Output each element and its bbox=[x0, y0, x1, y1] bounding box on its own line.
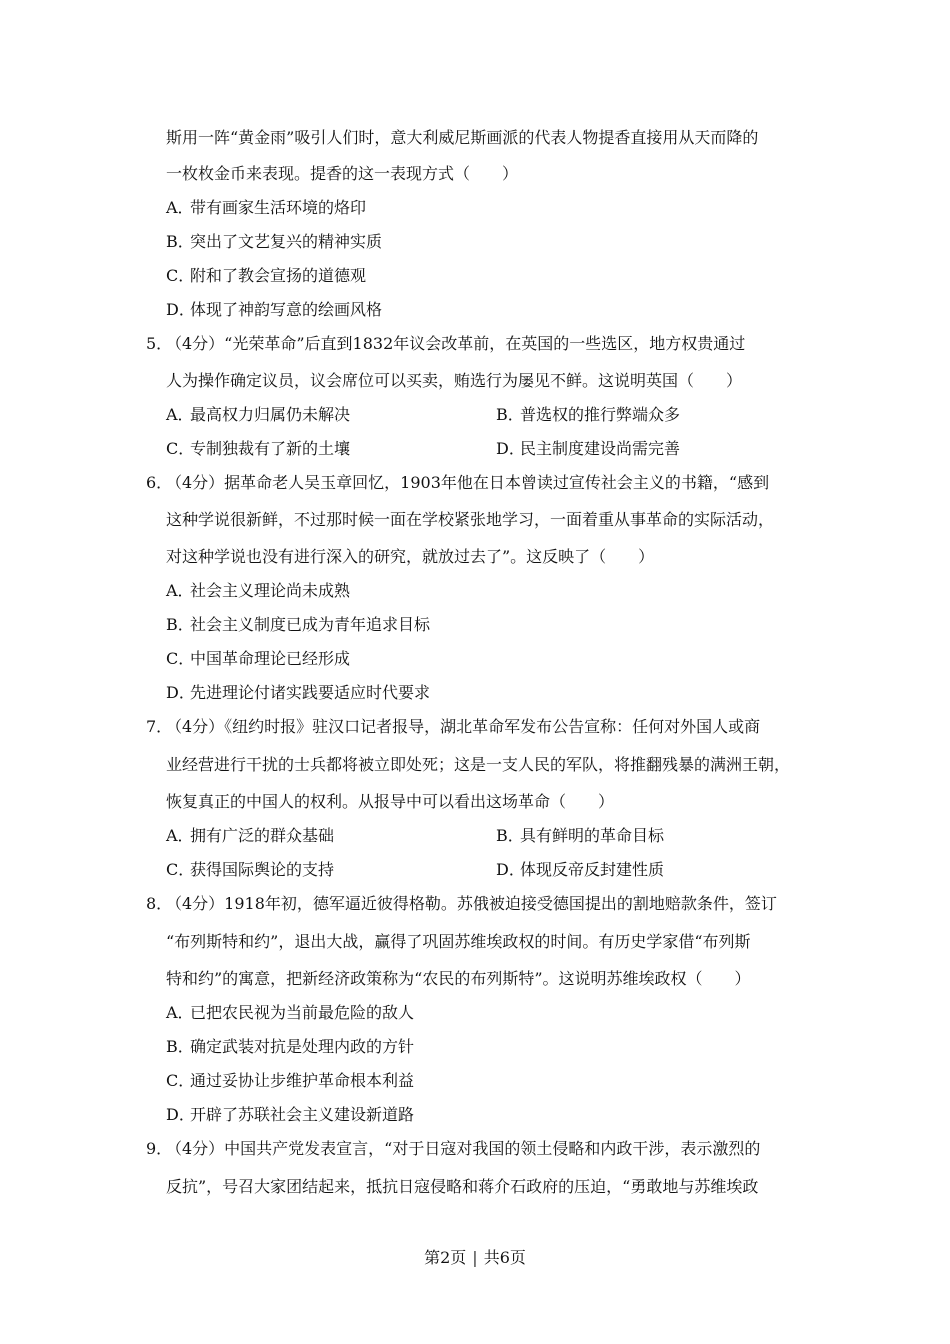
option-4c: C．附和了教会宣扬的道德观 bbox=[166, 266, 367, 285]
question-9-number: 9． bbox=[146, 1139, 173, 1158]
option-7a: A．拥有广泛的群众基础 bbox=[166, 826, 335, 845]
question-7-line-3: 恢复真正的中国人的权利。从报导中可以看出这场革命（ ） bbox=[166, 792, 615, 811]
option-4d: D．体现了神韵写意的绘画风格 bbox=[166, 300, 383, 319]
question-5-number: 5． bbox=[146, 334, 173, 353]
question-6-line-3: 对这种学说也没有进行深入的研究，就放过去了”。这反映了（ ） bbox=[166, 547, 655, 566]
option-5d: D．民主制度建设尚需完善 bbox=[496, 439, 681, 458]
question-9-line-1: （4分）中国共产党发表宣言，“对于日寇对我国的领土侵略和内政干涉，表示激烈的 bbox=[166, 1139, 761, 1158]
option-5c: C．专制独裁有了新的土壤 bbox=[166, 439, 351, 458]
question-7-line-1: （4分）《纽约时报》驻汉口记者报导，湖北革命军发布公告宣称：任何对外国人或商 bbox=[166, 717, 761, 736]
footer-separator: | bbox=[472, 1248, 478, 1267]
option-7d: D．体现反帝反封建性质 bbox=[496, 860, 665, 879]
question-8-line-3: 特和约”的寓意，把新经济政策称为“农民的布列斯特”。这说明苏维埃政权（ ） bbox=[166, 969, 751, 988]
page-number: 第2页 bbox=[424, 1248, 467, 1267]
option-7b: B．具有鲜明的革命目标 bbox=[496, 826, 665, 845]
question-8-number: 8． bbox=[146, 894, 173, 913]
question-5-line-2: 人为操作确定议员，议会席位可以买卖，贿选行为屡见不鲜。这说明英国（ ） bbox=[166, 371, 743, 390]
page-footer bbox=[0, 1248, 950, 1268]
page-total: 共6页 bbox=[483, 1248, 526, 1267]
option-6a: A．社会主义理论尚未成熟 bbox=[166, 581, 351, 600]
option-6b: B．社会主义制度已成为青年追求目标 bbox=[166, 615, 431, 634]
question-6-line-2: 这种学说很新鲜，不过那时候一面在学校紧张地学习，一面着重从事革命的实际活动， bbox=[166, 510, 775, 529]
question-8-line-2: “布列斯特和约”，退出大战，赢得了巩固苏维埃政权的时间。有历史学家借“布列斯 bbox=[166, 932, 751, 951]
option-5a: A．最高权力归属仍未解决 bbox=[166, 405, 351, 424]
option-6c: C．中国革命理论已经形成 bbox=[166, 649, 351, 668]
continued-line-2: 一枚枚金币来表现。提香的这一表现方式（ ） bbox=[166, 164, 519, 183]
question-6-line-1: （4分）据革命老人吴玉章回忆，1903年他在日本曾读过宣传社会主义的书籍，“感到 bbox=[166, 473, 770, 492]
question-8-line-1: （4分）1918年初，德军逼近彼得格勒。苏俄被迫接受德国提出的割地赔款条件，签订 bbox=[166, 894, 777, 913]
option-5b: B．普选权的推行弊端众多 bbox=[496, 405, 681, 424]
option-8a: A．已把农民视为当前最危险的敌人 bbox=[166, 1003, 415, 1022]
question-9-line-2: 反抗”，号召大家团结起来，抵抗日寇侵略和蒋介石政府的压迫，“勇敢地与苏维埃政 bbox=[166, 1177, 759, 1196]
option-4b: B．突出了文艺复兴的精神实质 bbox=[166, 232, 383, 251]
option-7c: C．获得国际舆论的支持 bbox=[166, 860, 335, 879]
option-8b: B．确定武装对抗是处理内政的方针 bbox=[166, 1037, 415, 1056]
option-6d: D．先进理论付诸实践要适应时代要求 bbox=[166, 683, 431, 702]
option-8c: C．通过妥协让步维护革命根本利益 bbox=[166, 1071, 415, 1090]
option-4a: A．带有画家生活环境的烙印 bbox=[166, 198, 367, 217]
question-6-number: 6． bbox=[146, 473, 173, 492]
question-5-line-1: （4分）“光荣革命”后直到1832年议会改革前，在英国的一些选区，地方权贵通过 bbox=[166, 334, 746, 353]
continued-line-1: 斯用一阵“黄金雨”吸引人们时，意大利威尼斯画派的代表人物提香直接用从天而降的 bbox=[166, 128, 759, 147]
question-7-number: 7． bbox=[146, 717, 173, 736]
question-7-line-2: 业经营进行干扰的士兵都将被立即处死；这是一支人民的军队，将推翻残暴的满洲王朝， bbox=[166, 755, 791, 774]
option-8d: D．开辟了苏联社会主义建设新道路 bbox=[166, 1105, 415, 1124]
